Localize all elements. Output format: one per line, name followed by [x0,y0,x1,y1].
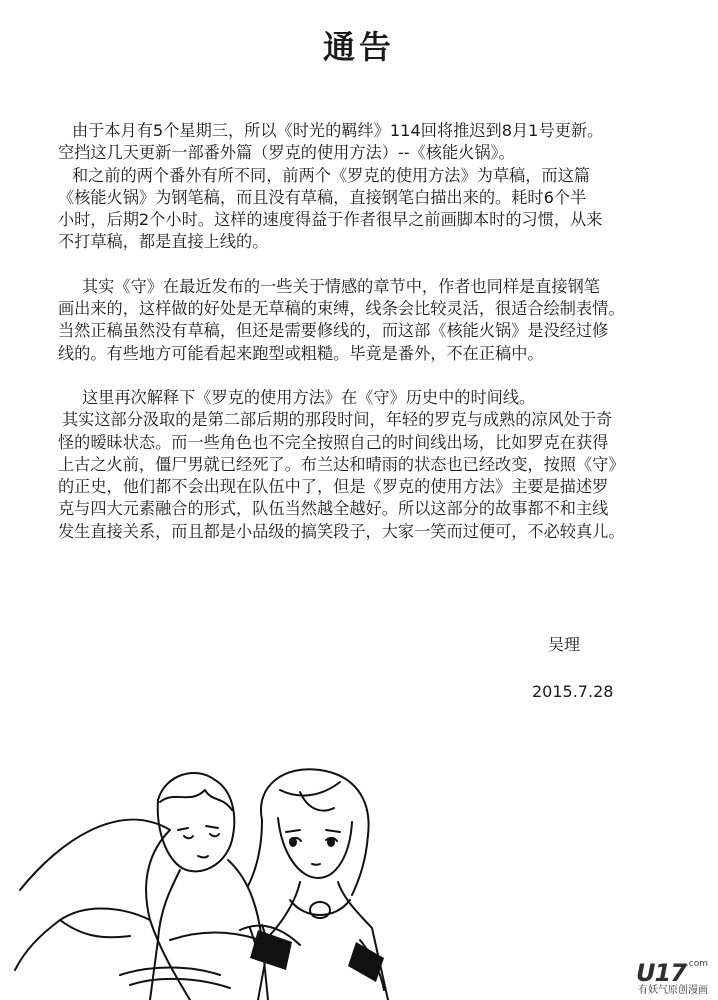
manga-illustration [0,760,718,1000]
text-line: 发生直接关系，而且都是小品级的搞笑段子，大家一笑而过便可，不必较真儿。 [58,521,625,541]
text-line: 小时，后期2个小时。这样的速度得益于作者很早之前画脚本时的习惯，从来 [58,210,603,230]
logo-slogan: 有妖气原创漫画 [638,985,708,996]
text-line: 其实《守》在最近发布的一些关于情感的章节中，作者也同样是直接钢笔 [82,276,600,296]
text-line: 空挡这几天更新一部番外篇（罗克的使用方法）--《核能火锅》。 [58,143,515,163]
date: 2015.7.28 [532,682,614,701]
signature: 吴理 [548,635,581,654]
text-line: 不打草稿，都是直接上线的。 [58,232,269,252]
text-line: 和之前的两个番外有所不同，前两个《罗克的使用方法》为草稿，而这篇 [72,165,590,185]
text-line: 当然正稿虽然没有草稿，但还是需要修线的，而这部《核能火锅》是没经过修 [58,321,609,341]
page-title: 通告 [322,28,395,66]
logo-domain: .com [685,959,708,969]
text-line: 其实这部分汲取的是第二部后期的那段时间，年轻的罗克与成熟的凉风处于奇 [62,410,613,430]
text-line: 上古之火前，僵尸男就已经死了。布兰达和晴雨的状态也已经改变，按照《守》 [58,454,625,474]
text-line: 的正史，他们都不会出现在队伍中了，但是《罗克的使用方法》主要是描述罗 [58,477,609,497]
text-line: 怪的暧昧状态。而一些角色也不完全按照自己的时间线出场，比如罗克在获得 [58,432,609,452]
text-line: 线的。有些地方可能看起来跑型或粗糙。毕竟是番外，不在正稿中。 [58,343,544,363]
text-line: 画出来的，这样做的好处是无草稿的束缚，线条会比较灵活，很适合绘制表情。 [58,299,625,319]
text-line: 《核能火锅》为钢笔稿，而且没有草稿，直接钢笔白描出来的。耗时6个半 [58,187,587,207]
notice-body [58,120,668,543]
text-line: 克与四大元素融合的形式，队伍当然越全越好。所以这部分的故事都不和主线 [58,499,609,519]
logo-main: U17 [636,959,686,987]
text-line: 这里再次解释下《罗克的使用方法》在《守》历史中的时间线。 [82,387,536,407]
u17-logo [636,959,708,996]
text-line: 由于本月有5个星期三，所以《时光的羁绊》114回将推迟到8月1号更新。 [72,121,604,140]
